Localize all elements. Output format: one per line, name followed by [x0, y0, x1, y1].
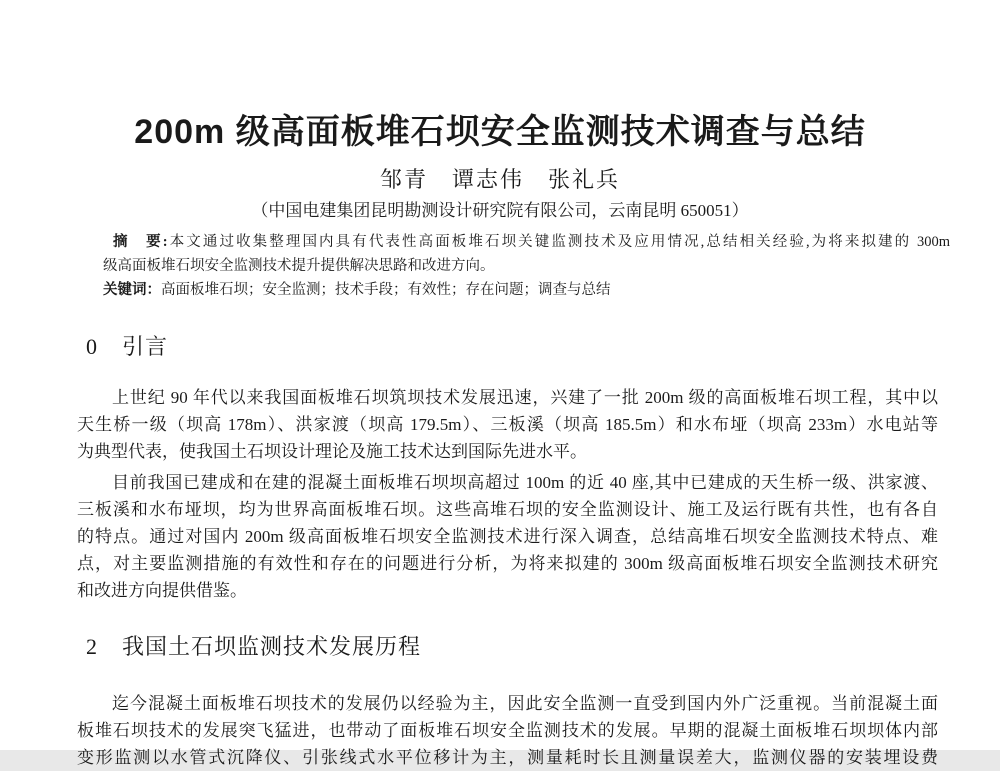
section-0-paragraph-2 [77, 469, 938, 604]
text-line: 三板溪和水布垭坝，均为世界高面板堆石坝。这些高堆石坝的安全监测设计、施工及运行既有共性，也有各自 [77, 500, 938, 519]
text-line: 天生桥一级（坝高 178m）、洪家渡（坝高 179.5m）、三板溪（坝高 185.5m）和水布垭（坝高 233m）水电站等 [77, 415, 938, 434]
keywords-text: 高面板堆石坝；安全监测；技术手段；有效性；存在问题；调查与总结 [161, 282, 611, 298]
section-2-number: 2 [86, 634, 98, 659]
section-2-paragraph-1 [77, 690, 938, 771]
authors-line: 邹青 谭志伟 张礼兵 [379, 167, 620, 192]
keywords-line [103, 278, 950, 302]
text-line: 上世纪 90 年代以来我国面板堆石坝筑坝技术发展迅速，兴建了一批 200m 级的高面板堆石坝工程，其中以 [112, 388, 938, 407]
text-line: 目前我国已建成和在建的混凝土面板堆石坝坝高超过 100m 的近 40 座,其中已建成的天生桥一级、洪家渡、 [112, 473, 938, 492]
abstract-line-1 [103, 230, 950, 254]
section-0-title: 引言 [122, 334, 169, 359]
text-line: 迄今混凝土面板堆石坝技术的发展仍以经验为主，因此安全监测一直受到国内外广泛重视。当前混凝土面 [112, 694, 938, 713]
text-line: 点，对主要监测措施的有效性和存在的问题进行分析，为将来拟建的 300m 级高面板堆石坝安全监测技术研究 [77, 554, 938, 573]
section-2-title: 我国土石坝监测技术发展历程 [122, 634, 422, 659]
abstract-block [103, 230, 950, 302]
keywords-label: 关键词： [103, 282, 161, 298]
text-line: 的特点。通过对国内 200m 级高面板堆石坝安全监测技术进行深入调查，总结高堆石坝安全监测技术特点、难 [77, 527, 938, 546]
text-line-clipped: 变形监测以水管式沉降仪、引张线式水平位移计为主，测量耗时长且测量误差大，监测仪器的安装埋设费 [77, 748, 938, 767]
text-line: 和改进方向提供借鉴。 [77, 581, 247, 600]
affiliation-line: （中国电建集团昆明勘测设计研究院有限公司，云南昆明 650051） [251, 201, 749, 220]
abstract-line-2: 级高面板堆石坝安全监测技术提升提供解决思路和改进方向。 [103, 258, 495, 274]
text-line: 为典型代表，使我国土石坝设计理论及施工技术达到国际先进水平。 [77, 442, 587, 461]
section-0-heading [86, 330, 168, 361]
paper-title: 200m 级高面板堆石坝安全监测技术调查与总结 [134, 113, 866, 151]
section-2-heading [86, 630, 421, 661]
abstract-text-1: 本文通过收集整理国内具有代表性高面板堆石坝关键监测技术及应用情况,总结相关经验,为将来拟建的 300m [167, 234, 950, 250]
text-line: 板堆石坝技术的发展突飞猛进，也带动了面板堆石坝安全监测技术的发展。早期的混凝土面板堆石坝坝体内部 [77, 721, 938, 740]
abstract-label: 摘 要: [113, 234, 168, 250]
section-0-paragraph-1 [77, 384, 938, 465]
section-0-number: 0 [86, 334, 98, 359]
